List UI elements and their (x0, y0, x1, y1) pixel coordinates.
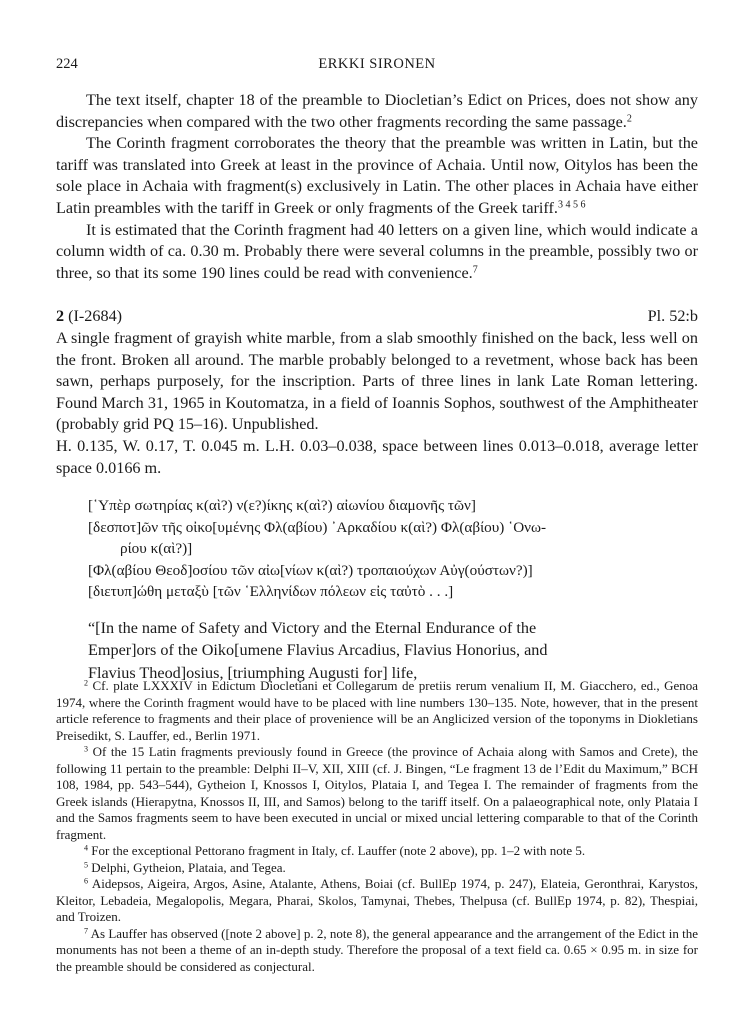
entry-description: A single fragment of grayish white marble, from a slab smoothly finished on the back, less well on the front. Broken all around. The marble probably belonged to a revetment, whose back has been sawn, perhaps purposely, for the inscription. Parts of three lines in lank Late Roman lettering. Found March 31, 1965 in Koutomatza, in a field of Ioannis Sophos, southwest of the Amphitheater (probably grid PQ 15–16). Unpublished. (56, 328, 698, 434)
greek-inscription (88, 495, 698, 603)
running-head-author: ERKKI SIRONEN (318, 56, 436, 72)
page-number: 224 (56, 56, 78, 72)
translation (88, 617, 698, 684)
footnotes (56, 678, 698, 975)
paragraph-2: The Corinth fragment corroborates the theory that the preamble was written in Latin, but the tariff was translated into Greek at least in the province of Achaia. Until now, Oitylos has been the sole place in Achaia with fragment(s) exclusively in Latin. The other places in Achaia have either Latin preambles with the tariff in Greek or only fragments of the Greek tariff.$^{3 4 5 6}$ (56, 134, 698, 217)
translation-line: Flavius Theod]osius, [triumphing Augusti for] life, (88, 663, 418, 682)
footnote-5: $^5$ Delphi, Gytheion, Plataia, and Tegea. (84, 859, 286, 875)
footnote-6: $^6$ Aidepsos, Aigeira, Argos, Asine, Atalante, Athens, Boiai (cf. BullEp 1974, p. 247), Elateia, Geronthrai, Karystos, Kleitor, Lebadeia, Megalopolis, Megara, Pharai, Skolos, Tamynai, Thebes, Thelpusa (cf. BullEp 1974, p. 82), Thespiai, and Troizen. (56, 876, 698, 924)
entry-measurements: H. 0.135, W. 0.17, T. 0.045 m. L.H. 0.03–0.038, space between lines 0.013–0.018, average letter space 0.0166 m. (56, 436, 698, 477)
footnote-7: $^7$ As Lauffer has observed ([note 2 above] p. 2, note 8), the general appearance and the arrangement of the Edict in the monuments has not been a theme of an in-depth study. Therefore the proposal of a text field ca. 0.65 × 0.95 m. in size for the preamble should be considered as conjectural. (56, 925, 698, 974)
catalogue-entry-heading (56, 306, 698, 328)
entry-plate-ref: Pl. 52:b (647, 307, 698, 326)
greek-line: ρίου κ(αὶ?)] (120, 540, 193, 558)
greek-line: [Φλ(αβίου Θεοδ]οσίου τῶν αἰω[νίων κ(αὶ?) τροπαιούχων Αὐγ(ούστων?)] (88, 561, 533, 579)
footnote-ref[interactable]: 7 (472, 264, 478, 276)
entry-number: 2 (56, 307, 65, 326)
footnote-3: $^3$ Of the 15 Latin fragments previously found in Greece (the province of Achaia along with Samos and Crete), the following 11 pertain to the preamble: Delphi II–V, XII, XIII (cf. J. Bingen, “Le fragment 13 de l’Edit du Maximum,” BCH 108, 1984, pp. 543–544), Gytheion I, Knossos I, Oitylos, Plataia I, and Tegea I. The remainder of fragments from the Greek islands (Hierapytna, Knossos II, III, and Samos) belong to the tariff itself. On a palaeographical note, only Plataia I and the Samos fragments seem to have been executed in uncial or mixed uncial lettering comparable to that of the Corinth fragment. (56, 744, 699, 842)
running-header (56, 56, 698, 74)
footnote-ref[interactable]: 2 (626, 113, 632, 125)
paragraph-3: It is estimated that the Corinth fragment had 40 letters on a given line, which would indicate a column width of ca. 0.30 m. Probably there were several columns in the preamble, possibly two or three, so that its some 190 lines could be read with convenience.$^7$ (56, 220, 698, 282)
greek-line: [῾Υπὲρ σωτηρίας κ(αὶ?) ν(ε?)ίκης κ(αὶ?) αἰωνίου διαμονῆς τῶν] (88, 497, 476, 515)
footnote-ref[interactable]: 3 4 5 6 (557, 199, 586, 211)
translation-line: “[In the name of Safety and Victory and the Eternal Endurance of the (88, 619, 537, 638)
greek-line: [δεσποτ]ῶν τῆς οἰκο[υμένης Φλ(αβίου) ᾿Αρκαδίου κ(αὶ?) Φλ(αβίου) ῾Ονω- (88, 518, 547, 536)
paragraph-1: The text itself, chapter 18 of the preamble to Diocletian’s Edict on Prices, does not show any discrepancies when compared with the two other fragments recording the same passage.$^2$ (56, 91, 698, 131)
greek-line: [διετυπ]ώθη μεταξὺ [τῶν ῾Ελληνίδων πόλεων εἰς ταὐτὸ . . .] (88, 583, 454, 601)
entry-inventory: (I-2684) (68, 307, 123, 326)
footnote-2: $^2$ Cf. plate LXXXIV in Edictum Diocletiani et Collegarum de pretiis rerum venalium II, M. Giacchero, ed., Genoa 1974, where the Corinth fragment would have to be placed with line numbers 130–135. Note, however, that in the present article reference to fragments and their place of provenience will be an Anglicized version of the toponyms in Diokletians Preisedikt, S. Lauffer, ed., Berlin 1971. (56, 678, 698, 743)
main-text (56, 90, 698, 684)
translation-line: Emper]ors of the Oiko[umene Flavius Arcadius, Flavius Honorius, and (88, 641, 548, 660)
footnote-4: $^4$ For the exceptional Pettorano fragment in Italy, cf. Lauffer (note 2 above), pp. 1–2 with note 5. (84, 843, 586, 858)
